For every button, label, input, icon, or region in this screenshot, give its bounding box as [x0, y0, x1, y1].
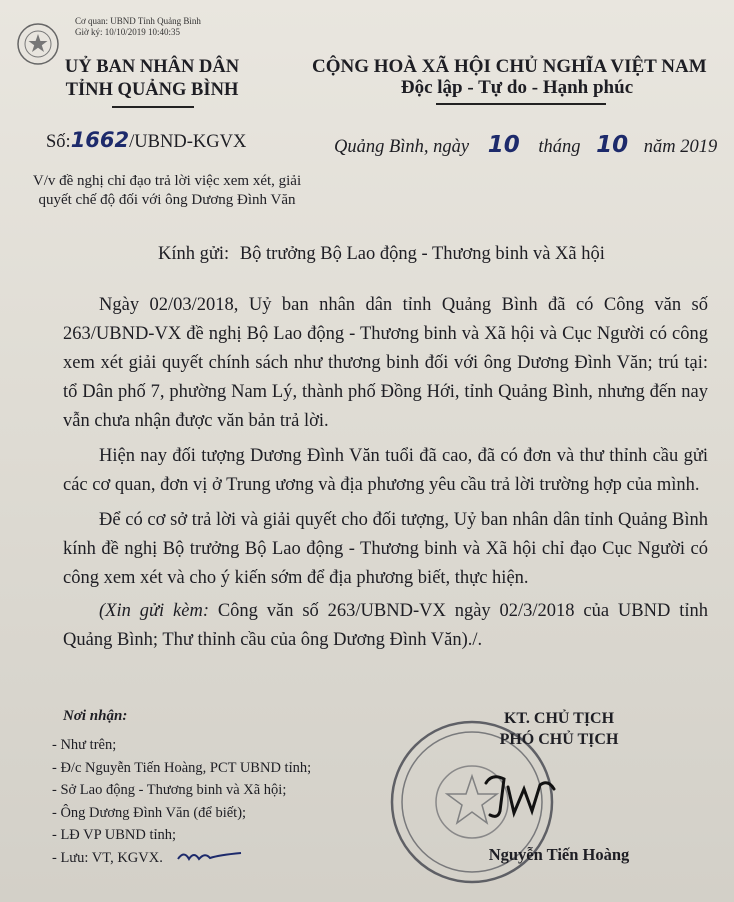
motto-underline — [436, 103, 606, 105]
attachment-text: Công văn số 263/UBND-VX ngày 02/3/2018 của UBND tỉnh Quảng Bình; Thư thỉnh cầu của ông Dương Đình Văn)./. — [63, 601, 708, 650]
national-emblem-icon — [16, 22, 60, 66]
signer-name: Nguyễn Tiến Hoàng — [488, 845, 630, 864]
recipient-item: - Đ/c Nguyễn Tiến Hoàng, PCT UBND tỉnh; — [52, 759, 312, 776]
document-number-prefix: Số: — [46, 132, 71, 152]
handwritten-signature-icon — [478, 765, 558, 825]
body-paragraph-1: Ngày 02/03/2018, Uỷ ban nhân dân tỉnh Quảng Bình đã có Công văn số 263/UBND-VX đề nghị Bộ Lao động - Thương binh và Xã hội và Cục Người có công xem xét giải quyết chính sách như thương binh đối với ông Dương Đình Văn; trú tại: tổ Dân phố 7, phường Nam Lý, thành phố Đồng Hới, tỉnh Quảng Bình, nhưng đến nay vẫn chưa nhận được văn bản trả lời. — [63, 295, 708, 431]
initials-scribble-icon — [175, 847, 245, 865]
document-number — [46, 128, 246, 153]
signer-authority: KT. CHỦ TỊCH — [503, 710, 615, 727]
body-paragraph-2: Hiện nay đối tượng Dương Đình Văn tuổi đã cao, đã có đơn và thư thỉnh cầu gửi các cơ quan, đơn vị ở Trung ương và địa phương yêu cầu trả lời trường hợp của mình. — [63, 446, 708, 495]
body-paragraph-3: Để có cơ sở trả lời và giải quyết cho đối tượng, Uỷ ban nhân dân tỉnh Quảng Bình kính đề nghị Bộ trưởng Bộ Lao động - Thương binh và Xã hội chỉ đạo Cục Người có công xem xét và cho ý kiến sớm để địa phương biết, thực hiện. — [63, 510, 708, 588]
addressee-label: Kính gửi: — [158, 244, 230, 264]
recipient-item: - Lưu: VT, KGVX. — [52, 849, 163, 866]
recipient-item: - LĐ VP UBND tỉnh; — [52, 827, 177, 843]
motto: Độc lập - Tự do - Hạnh phúc — [400, 77, 634, 98]
attachment-note — [63, 597, 708, 655]
recipient-item: - Sở Lao động - Thương binh và Xã hội; — [52, 782, 287, 798]
subject — [24, 172, 310, 210]
issuer-line-1: UỶ BAN NHÂN DÂN — [64, 57, 240, 77]
digital-signature-time: Giờ ký: 10/10/2019 10:40:35 — [75, 27, 181, 37]
issue-date — [334, 132, 717, 158]
addressee-name: Bộ trưởng Bộ Lao động - Thương binh và Xã hội — [239, 244, 605, 264]
date-month: 10 — [596, 132, 629, 158]
body-text — [63, 291, 708, 655]
addressee — [158, 244, 605, 265]
signer-title: PHÓ CHỦ TỊCH — [499, 731, 619, 748]
issuer-underline — [112, 106, 194, 108]
attachment-label: (Xin gửi kèm: — [99, 601, 209, 621]
date-place: Quảng Bình, ngày — [334, 137, 470, 157]
recipients-label: Nơi nhận: — [63, 708, 128, 724]
document-number-handwritten: 1662 — [70, 128, 130, 152]
recipient-item: - Ông Dương Đình Văn (để biết); — [52, 804, 247, 821]
subject-line-2: quyết chế độ đối với ông Dương Đình Văn — [38, 192, 296, 208]
date-year: năm 2019 — [643, 137, 718, 157]
issuer-line-2: TỈNH QUẢNG BÌNH — [65, 80, 239, 100]
nation-title: CỘNG HOÀ XÃ HỘI CHỦ NGHĨA VIỆT NAM — [312, 56, 707, 77]
document-number-suffix: /UBND-KGVX — [129, 132, 247, 152]
subject-line-1: V/v đề nghị chỉ đạo trả lời việc xem xét, giải — [32, 173, 302, 189]
recipient-item: - Như trên; — [52, 737, 117, 753]
digital-signature-agency: Cơ quan: UBND Tỉnh Quảng Bình — [75, 16, 201, 26]
date-day: 10 — [487, 132, 520, 158]
date-month-label: tháng — [538, 137, 581, 157]
